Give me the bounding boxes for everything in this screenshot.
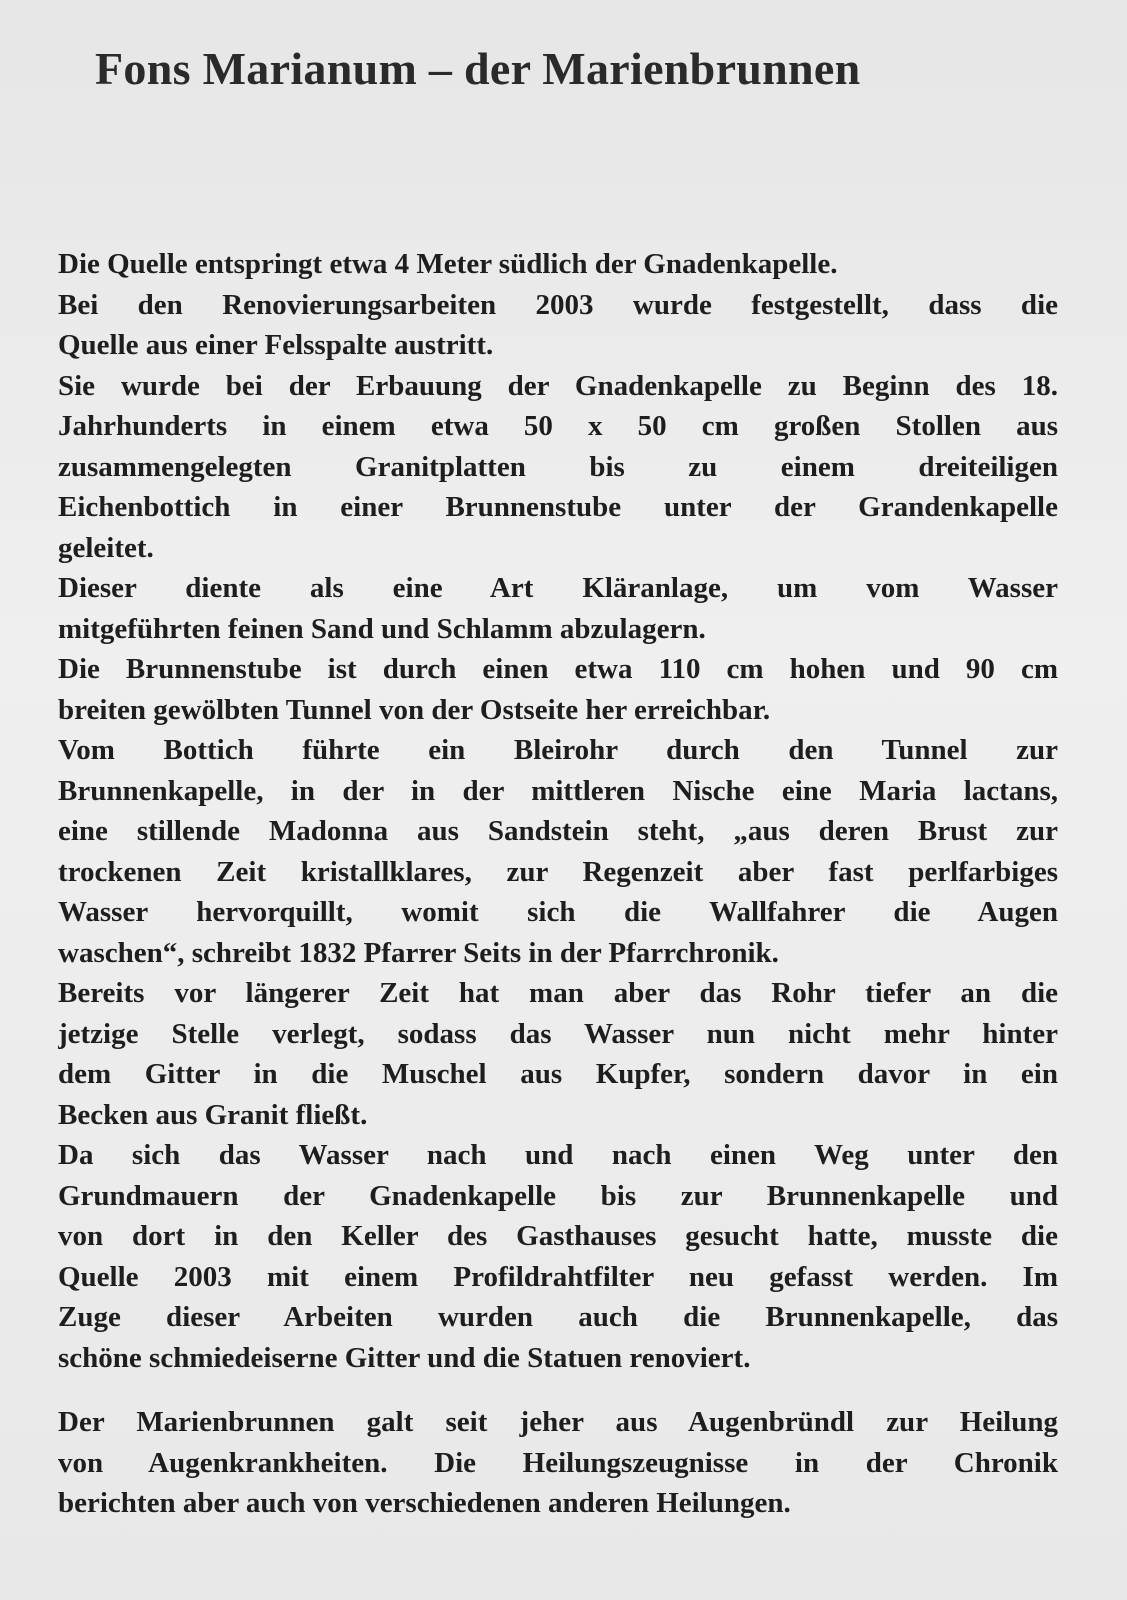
document-body — [58, 244, 1058, 1524]
paragraph-gap — [58, 1378, 1058, 1402]
text-line: Quelle 2003 mit einem Profildrahtfilter neu gefasst werden. Im — [58, 1260, 1058, 1293]
text-line: schöne schmiedeiserne Gitter und die Statuen renoviert. — [58, 1341, 751, 1374]
text-line: mitgeführten feinen Sand und Schlamm abzulagern. — [58, 612, 706, 645]
text-line: Zuge dieser Arbeiten wurden auch die Brunnenkapelle, das — [58, 1301, 1058, 1333]
closing-line: Der Marienbrunnen galt seit jeher aus Augenbründl zur Heilung — [58, 1406, 1058, 1438]
text-line: zusammengelegten Granitplatten bis zu einem dreiteiligen — [58, 450, 1058, 483]
text-line: trockenen Zeit kristallklares, zur Regenzeit aber fast perlfarbiges — [58, 855, 1058, 888]
closing-line: von Augenkrankheiten. Die Heilungszeugnisse in der Chronik — [58, 1446, 1058, 1479]
text-line: Vom Bottich führte ein Bleirohr durch den Tunnel zur — [58, 734, 1058, 766]
text-line: Sie wurde bei der Erbauung der Gnadenkapelle zu Beginn des 18. — [58, 369, 1058, 402]
text-line: Quelle aus einer Felsspalte austritt. — [58, 329, 494, 361]
text-line: Dieser diente als eine Art Kläranlage, um vom Wasser — [58, 572, 1058, 604]
text-line: eine stillende Madonna aus Sandstein steht, „aus deren Brust zur — [58, 815, 1058, 847]
text-line: von dort in den Keller des Gasthauses gesucht hatte, musste die — [58, 1220, 1058, 1252]
text-line: breiten gewölbten Tunnel von der Ostseite her erreichbar. — [58, 693, 771, 726]
text-line: Bei den Renovierungsarbeiten 2003 wurde festgestellt, dass die — [58, 288, 1058, 321]
text-line: Jahrhunderts in einem etwa 50 x 50 cm großen Stollen aus — [58, 410, 1058, 442]
text-line: waschen“, schreibt 1832 Pfarrer Seits in der Pfarrchronik. — [58, 936, 779, 969]
text-line: Da sich das Wasser nach und nach einen Weg unter den — [58, 1139, 1058, 1171]
text-line: jetzige Stelle verlegt, sodass das Wasser nun nicht mehr hinter — [58, 1017, 1058, 1050]
text-line: Bereits vor längerer Zeit hat man aber das Rohr tiefer an die — [58, 977, 1058, 1009]
text-line: Grundmauern der Gnadenkapelle bis zur Brunnenkapelle und — [58, 1179, 1058, 1212]
text-line: dem Gitter in die Muschel aus Kupfer, sondern davor in ein — [58, 1058, 1058, 1090]
text-line: Die Quelle entspringt etwa 4 Meter südlich der Gnadenkapelle. — [58, 248, 838, 280]
text-line: Wasser hervorquillt, womit sich die Wallfahrer die Augen — [58, 896, 1058, 928]
text-line: Die Brunnenstube ist durch einen etwa 110 cm hohen und 90 cm — [58, 653, 1058, 685]
text-line: geleitet. — [58, 531, 154, 564]
document-title: Fons Marianum – der Marienbrunnen — [95, 43, 861, 94]
text-line: Eichenbottich in einer Brunnenstube unter der Grandenkapelle — [58, 491, 1058, 523]
text-line: Becken aus Granit fließt. — [58, 1098, 368, 1131]
closing-line: berichten aber auch von verschiedenen anderen Heilungen. — [58, 1487, 791, 1519]
text-line: Brunnenkapelle, in der in der mittleren Nische eine Maria lactans, — [58, 774, 1058, 807]
